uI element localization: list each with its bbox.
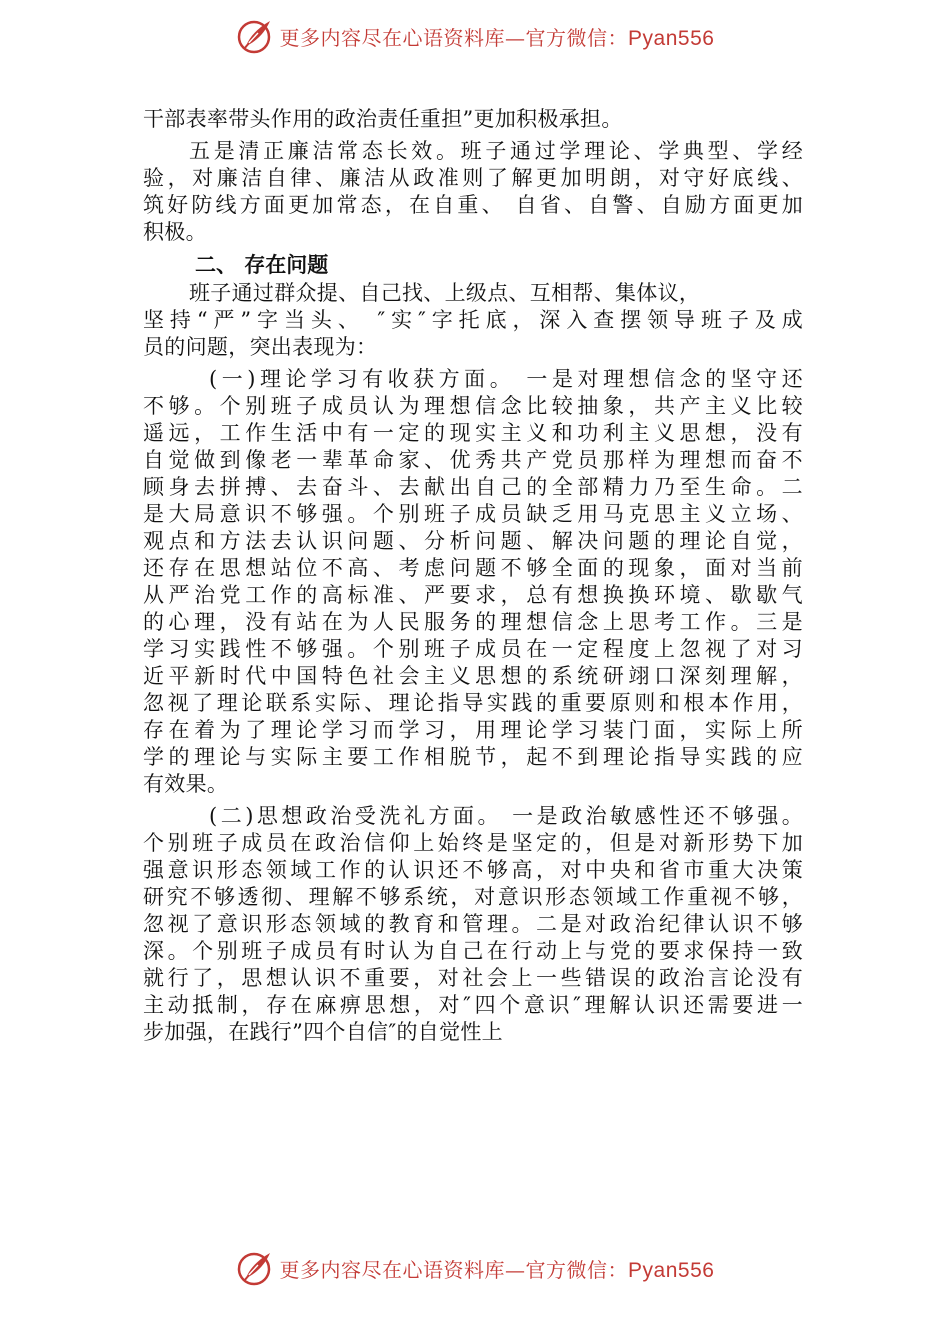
text-line: 验，对廉洁自律、廉洁从政准则了解更加明朗，对守好底线、 <box>143 166 803 190</box>
text-line: 不够。个别班子成员认为理想信念比较抽象，共产主义比较 <box>143 394 803 418</box>
text-line: (一)理论学习有收获方面。 一是对理想信念的坚守还 <box>209 367 803 391</box>
text-line: 学的理论与实际主要工作相脱节，起不到理论指导实践的应 <box>143 745 803 769</box>
text-line: 近平新时代中国特色社会主义思想的系统研翊口深刻理解， <box>143 664 803 688</box>
feather-logo-icon <box>236 1248 276 1288</box>
paragraph <box>143 280 803 361</box>
paragraph <box>143 803 803 1046</box>
paragraph <box>143 138 803 246</box>
text-line: 观点和方法去认识问题、分析问题、解决问题的理论自觉， <box>143 529 803 553</box>
header-banner <box>0 14 950 58</box>
text-line: 坚持“严”字当头、 ″实″字托底，深入查摆领导班子及成 <box>143 308 803 332</box>
text-line: 自觉做到像老一辈革命家、优秀共产党员那样为理想而奋不 <box>143 448 803 472</box>
footer-banner <box>0 1246 950 1290</box>
text-line: 研究不够透彻、理解不够系统，对意识形态领域工作重视不够， <box>143 885 803 909</box>
banner-separator: — <box>505 1257 526 1282</box>
text-line: (二)思想政治受洗礼方面。 一是政治敏感性还不够强。 <box>209 804 803 828</box>
banner-slogan: 更多内容尽在心语资料库 <box>279 1257 506 1282</box>
text-line: 强意识形态领域工作的认识还不够高，对中央和省市重大决策 <box>143 858 803 882</box>
banner-wechat-id: Pyan556 <box>628 26 715 50</box>
text-line: 是大局意识不够强。个别班子成员缺乏用马克思主义立场、 <box>143 502 803 526</box>
text-line: 遥远，工作生活中有一定的现实主义和功利主义思想，没有 <box>143 421 803 445</box>
text-line: 忽视了意识形态领域的教育和管理。二是对政治纪律认识不够 <box>143 912 803 936</box>
text-line: 存在着为了理论学习而学习，用理论学习装门面，实际上所 <box>143 718 803 742</box>
document-body <box>143 106 803 1046</box>
banner-text <box>280 22 715 51</box>
text-line: 就行了，思想认识不重要，对社会上一些错误的政治言论没有 <box>143 966 803 990</box>
banner-wechat-id: Pyan556 <box>628 1258 715 1282</box>
text-line: 积极。 <box>143 220 207 244</box>
text-line: 学习实践性不够强。个别班子成员在一定程度上忽视了对习 <box>143 637 803 661</box>
text-line: 员的问题，突出表现为： <box>143 335 378 359</box>
text-line: 从严治党工作的高标准、严要求，总有想换换环境、歇歇气 <box>143 583 803 607</box>
text-line: 干部表率带头作用的政治责任重担”更加积极承担。 <box>143 107 623 131</box>
banner-text <box>280 1254 715 1283</box>
banner-label: 官方微信： <box>525 1257 629 1282</box>
text-line: 忽视了理论联系实际、理论指导实践的重要原则和根本作用， <box>143 691 803 715</box>
section-heading: 二、 存在问题 <box>195 253 329 277</box>
text-line: 个别班子成员在政治信仰上始终是坚定的，但是对新形势下加 <box>143 831 803 855</box>
banner-separator: — <box>505 25 526 50</box>
text-line: 有效果。 <box>143 772 229 796</box>
banner-label: 官方微信： <box>525 25 629 50</box>
feather-logo-icon <box>236 16 276 56</box>
text-line: 主动抵制，存在麻痹思想，对″四个意识″理解认识还需要进一 <box>143 993 803 1017</box>
text-line: 五是清正廉洁常态长效。班子通过学理论、学典型、学经 <box>189 139 803 163</box>
paragraph <box>143 106 803 133</box>
text-line: 还存在思想站位不高、考虑问题不够全面的现象，面对当前 <box>143 556 803 580</box>
text-line: 顾身去拼搏、去奋斗、去献出自己的全部精力乃至生命。二 <box>143 475 803 499</box>
text-line: 的心理，没有站在为人民服务的理想信念上思考工作。三是 <box>143 610 803 634</box>
text-line: 步加强，在践行”四个自信″的自觉性上 <box>143 1020 503 1044</box>
text-line: 班子通过群众提、自己找、上级点、互相帮、集体议， <box>189 281 701 305</box>
paragraph <box>143 366 803 798</box>
text-line: 筑好防线方面更加常态，在自重、 自省、自警、自励方面更加 <box>143 193 803 217</box>
banner-slogan: 更多内容尽在心语资料库 <box>279 25 506 50</box>
text-line: 深。个别班子成员有时认为自己在行动上与党的要求保持一致 <box>143 939 803 963</box>
